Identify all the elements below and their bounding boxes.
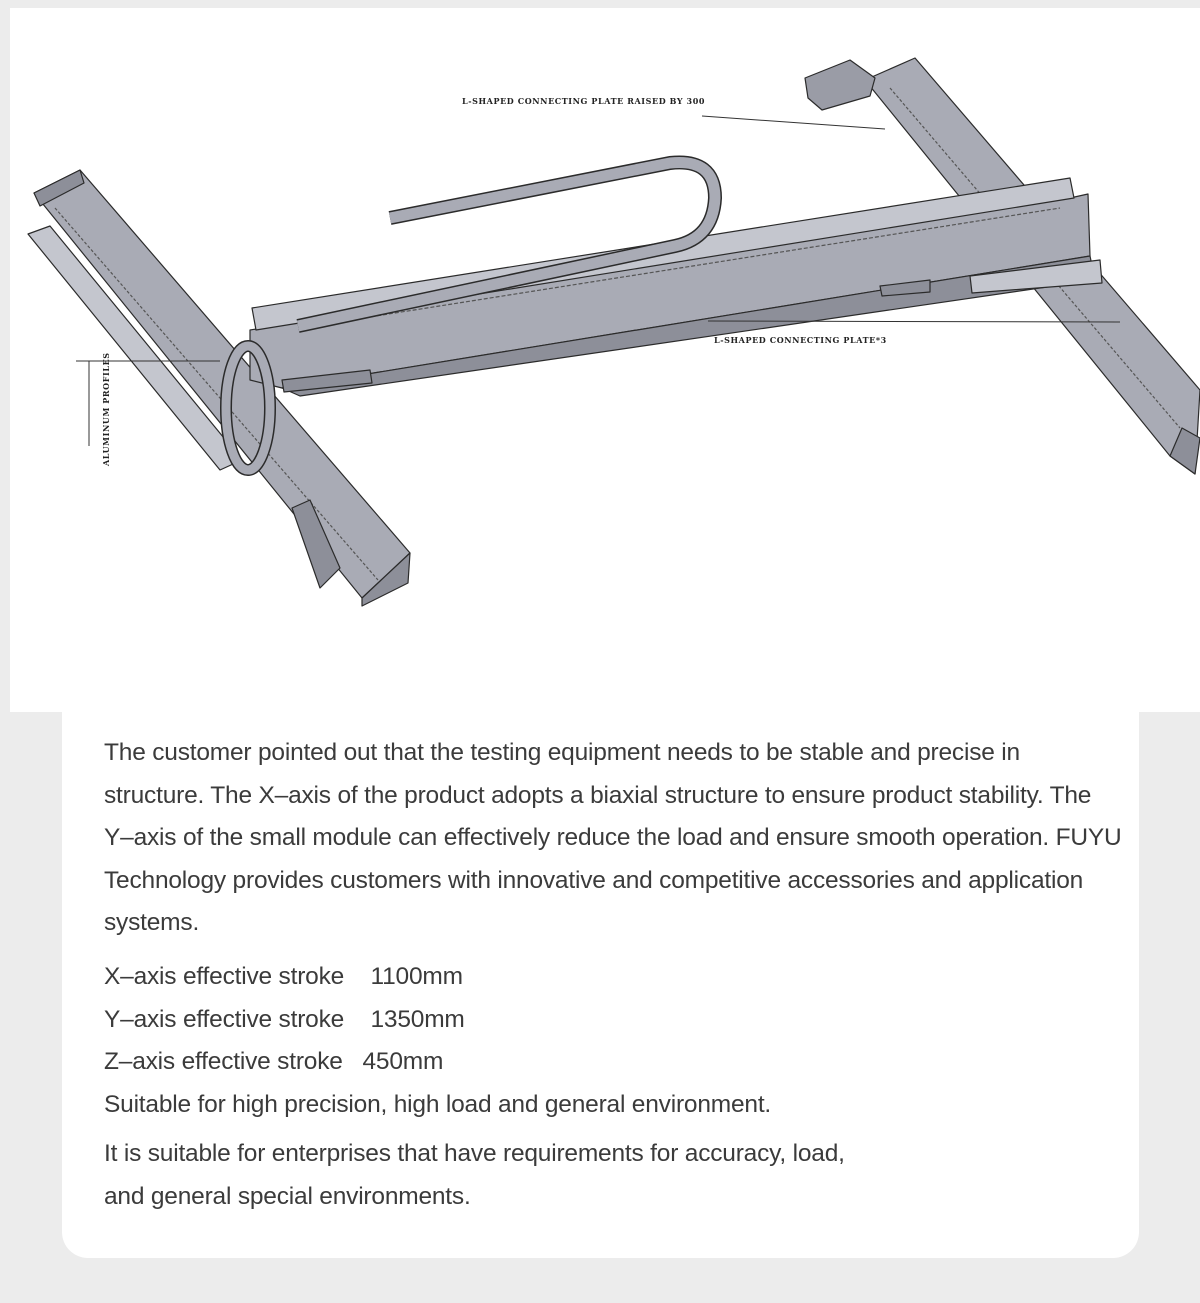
enterprise-paragraph: It is suitable for enterprises that have requirements for accuracy, load, and general special environments.: [104, 1140, 845, 1210]
description-paragraph: The customer pointed out that the testing equipment needs to be stable and precise in structure. The X–axis of the product adopts a biaxial structure to ensure product stability. The Y–axis of the small module can effectively reduce the load and ensure smooth operation. FUYU Technology provides customers with innovative and competitive accessories and application systems.: [104, 739, 1122, 936]
spec-y-axis: Y–axis effective stroke 1350mm: [104, 1005, 465, 1033]
callout-aluminum-profiles: ALUMINUM PROFILES: [101, 352, 111, 466]
description-card: [62, 712, 1139, 1258]
motor: [805, 60, 875, 110]
leader-top: [702, 116, 885, 129]
callout-connecting-plate: L-SHAPED CONNECTING PLATE*3: [714, 335, 887, 345]
spec-x-axis: X–axis effective stroke 1100mm: [104, 963, 463, 990]
suitable-line: Suitable for high precision, high load and general environment.: [104, 1091, 772, 1118]
gantry-drawing: [10, 8, 1200, 712]
spec-list: [104, 956, 465, 1084]
spec-z-axis: Z–axis effective stroke 450mm: [104, 1048, 444, 1075]
product-figure: [10, 8, 1200, 712]
callout-raised-plate: L-SHAPED CONNECTING PLATE RAISED BY 300: [462, 96, 706, 106]
